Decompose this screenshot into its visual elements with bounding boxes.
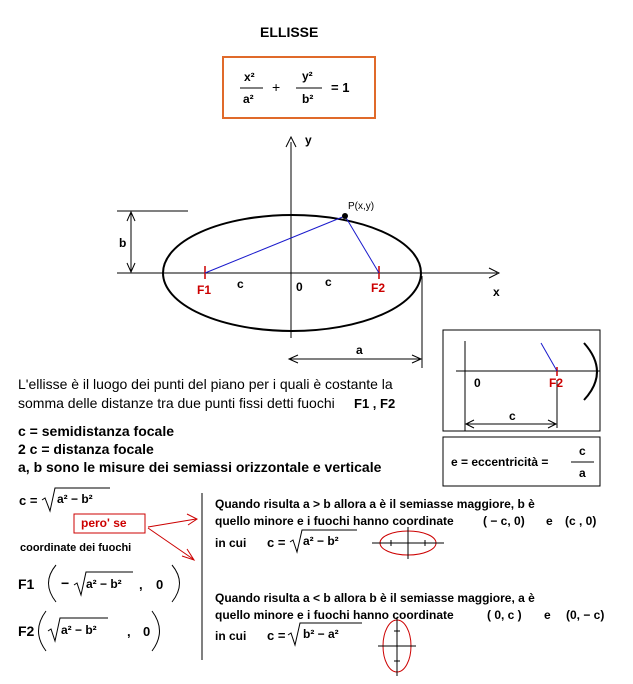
f1-paren-left <box>49 565 57 602</box>
case1-in-cui: in cui <box>215 536 247 550</box>
f2-coord-sep: , <box>127 624 131 639</box>
c-right-label: c <box>325 275 332 289</box>
pero-se-label: pero' se <box>81 516 127 530</box>
case2-line2: quello minore e i fuochi hanno coordinate <box>215 608 454 622</box>
case1-e: e <box>546 514 553 528</box>
inset-origin-label: 0 <box>474 376 481 390</box>
case1-coord2: (c , 0) <box>565 514 597 528</box>
arrow-lower <box>148 528 193 559</box>
eccentricity-label: e = eccentricità = <box>451 455 549 469</box>
origin-label: 0 <box>296 280 303 294</box>
f1-coord-radicand: a² − b² <box>86 577 122 591</box>
case2-coord1: ( 0, c ) <box>487 608 522 622</box>
x-axis-label: x <box>493 285 500 299</box>
f1-coord-label: F1 <box>18 576 35 592</box>
b-label: b <box>119 236 127 250</box>
inset-box <box>443 330 600 431</box>
f1-coord-sep: , <box>139 577 143 592</box>
eq-x2: x² <box>244 70 255 84</box>
definition-2c: 2 c = distanza focale <box>18 441 154 457</box>
case2-radicand: b² − a² <box>303 627 339 641</box>
point-p <box>342 213 348 219</box>
case1-coord1: ( − c, 0) <box>483 514 525 528</box>
f1-coord-zero: 0 <box>156 577 164 592</box>
f2-coord-radicand: a² − b² <box>61 623 97 637</box>
arrow-upper <box>148 519 196 527</box>
f1-paren-right <box>172 565 180 602</box>
eq-b2: b² <box>302 92 314 106</box>
case1-line1: Quando risulta a > b allora a è il semiasse maggiore, b è <box>215 497 535 511</box>
formula-c-eq: c = <box>19 493 38 508</box>
case1-c-eq: c = <box>267 535 286 550</box>
description-line2: somma delle distanze tra due punti fissi detti fuochi <box>18 395 335 411</box>
f1-label: F1 <box>197 283 212 297</box>
segment-f1-p <box>205 216 345 273</box>
eq-a2: a² <box>243 92 254 106</box>
case2-coord2: (0, − c) <box>566 608 605 622</box>
eccentricity-numerator: c <box>579 444 586 458</box>
inset-f2-label: F2 <box>549 376 564 390</box>
case1-line2: quello minore e i fuochi hanno coordinate <box>215 514 454 528</box>
y-axis-label: y <box>305 133 312 147</box>
f1-coord-minus: − <box>61 575 70 591</box>
eq-y2: y² <box>302 69 313 83</box>
f2-paren-right <box>152 611 160 651</box>
case2-c-eq: c = <box>267 628 286 643</box>
definition-ab: a, b sono le misure dei semiassi orizzontale e verticale <box>18 459 382 475</box>
description-foci: F1 , F2 <box>354 396 396 411</box>
definition-c: c = semidistanza focale <box>18 423 175 439</box>
case2-e: e <box>544 608 551 622</box>
point-p-label: P(x,y) <box>348 201 375 212</box>
case2-in-cui: in cui <box>215 629 247 643</box>
f2-coord-label: F2 <box>18 623 35 639</box>
foci-coords-title: coordinate dei fuochi <box>20 542 132 554</box>
page-title: ELLISSE <box>260 24 319 40</box>
f2-paren-left <box>39 611 47 651</box>
f2-coord-zero: 0 <box>143 624 151 639</box>
a-label: a <box>356 343 363 357</box>
f2-label: F2 <box>371 281 386 295</box>
formula-radicand: a² − b² <box>57 492 93 506</box>
case1-radicand: a² − b² <box>303 534 339 548</box>
eccentricity-denominator: a <box>579 466 586 480</box>
eq-equals-one: = 1 <box>331 80 350 95</box>
description-line1: L'ellisse è il luogo dei punti del piano per i quali è costante la <box>18 376 393 392</box>
inset-c-label: c <box>509 409 516 423</box>
inset-segment <box>541 343 557 371</box>
case2-line1: Quando risulta a < b allora b è il semiasse maggiore, a è <box>215 591 535 605</box>
eq-plus: + <box>272 79 281 95</box>
c-left-label: c <box>237 277 244 291</box>
